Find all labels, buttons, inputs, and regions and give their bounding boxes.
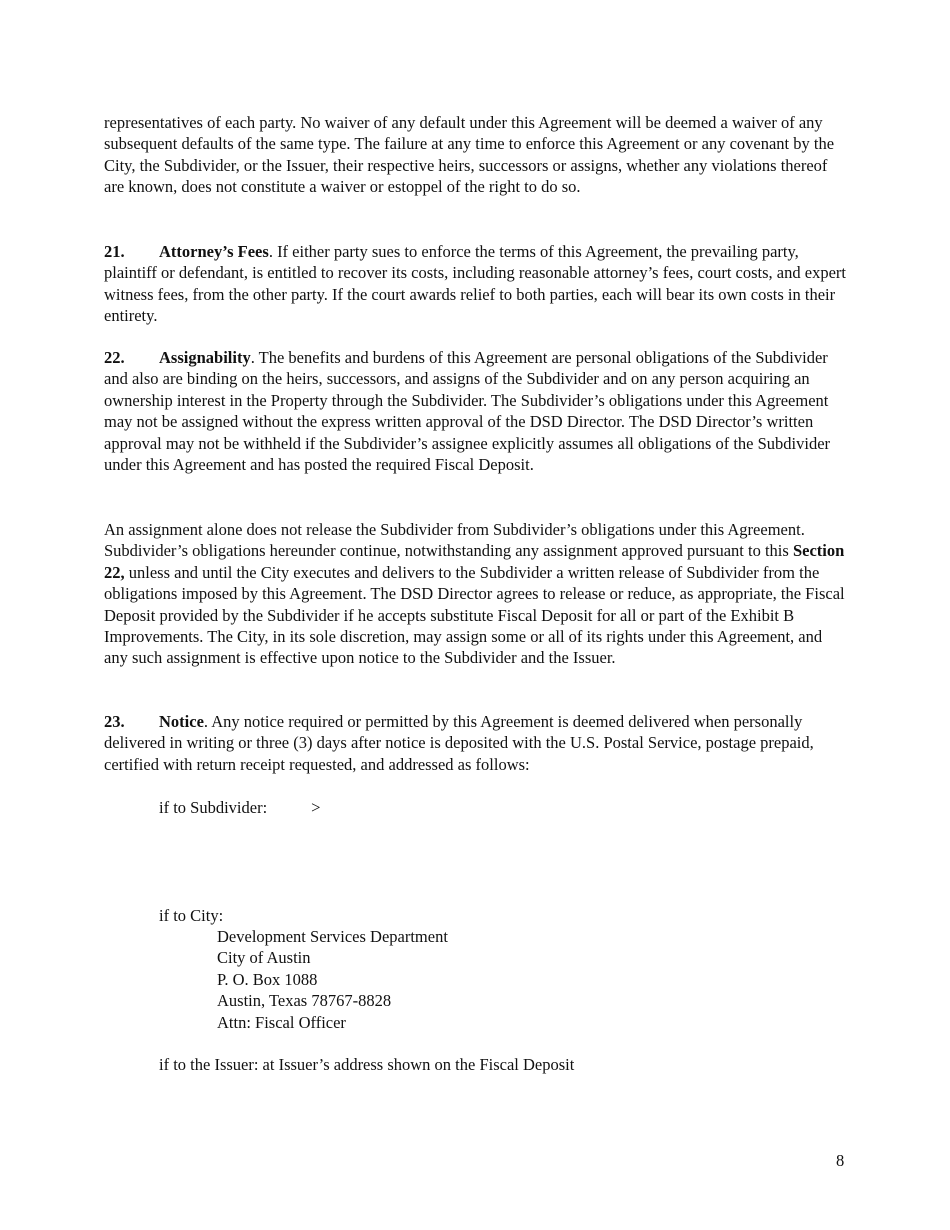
notice-subdivider — [159, 797, 320, 818]
city-address-block — [217, 926, 448, 1033]
section-number: 22. — [104, 348, 125, 367]
address-line: Development Services Department — [217, 927, 448, 946]
notice-issuer: if to the Issuer: at Issuer’s address shown on the Fiscal Deposit — [159, 1055, 575, 1074]
notice-subdivider-label: if to Subdivider: — [159, 798, 268, 817]
section-body: . The benefits and burdens of this Agreement are personal obligations of the Subdivider and also are binding on the heirs, successors, and assigns of the Subdivider and on any person acquiring an ownership interest in the Property through the Subdivider. The Subdivider’s obligations under this Agreement may not be assigned without the express written approval of the DSD Director. The DSD Director’s written approval may not be withheld if the Subdivider’s assignee explicitly assumes all obligations of the Subdivider under this Agreement and has posted the required Fiscal Deposit. — [104, 348, 831, 475]
address-line: P. O. Box 1088 — [217, 969, 318, 989]
section-21-attorneys-fees — [104, 241, 846, 327]
address-line: City of Austin — [217, 948, 311, 968]
notice-subdivider-value: > — [311, 798, 321, 817]
section-number: 21. — [104, 242, 125, 261]
address-line: Austin, Texas 78767-8828 — [217, 991, 392, 1011]
paragraph-continued — [104, 112, 846, 198]
section-body: . Any notice required or permitted by this Agreement is deemed delivered when personally delivered in writing or three (3) days after notice is deposited with the U.S. Postal Service, postage prepaid, certified with return receipt requested, and addressed as follows: — [104, 712, 814, 774]
section-heading: Notice — [159, 712, 204, 731]
assignment-text-after: unless and until the City executes and delivers to the Subdivider a written release of Subdivider from the obligations imposed by this Agreement. The DSD Director agrees to release or reduce, as appropriate, the Fiscal Deposit provided by the Subdivider if he accepts substitute Fiscal Deposit for all or part of the Exhibit B Improvements. The City, in its sole discretion, may assign some or all of its rights under this Agreement, and any such assignment is effective upon notice to the Subdivider and the Issuer. — [104, 562, 845, 668]
paragraph-continued-text: representatives of each party. No waiver of any default under this Agreement will be deemed a waiver of any subsequent defaults of the same type. The failure at any time to enforce this Agreement or any covenant by the City, the Subdivider, or the Issuer, their respective heirs, successors or assigns, whether any violations thereof are known, does not constitute a waiver or estoppel of the right to do so. — [104, 113, 835, 197]
section-22-assignability — [104, 347, 846, 475]
section-reference: Section 22, — [104, 541, 845, 582]
page-number: 8 — [836, 1151, 845, 1170]
notice-city-label: if to City: — [159, 906, 224, 925]
section-23-notice — [104, 711, 846, 775]
section-heading: Assignability — [159, 348, 251, 367]
address-line: Attn: Fiscal Officer — [217, 1012, 346, 1032]
section-heading: Attorney’s Fees — [159, 242, 269, 261]
paragraph-assignment — [104, 519, 846, 669]
assignment-text-before: An assignment alone does not release the Subdivider from Subdivider’s obligations under this Agreement. Subdivider’s obligations hereunder continue, notwithstanding any assignment approved pursuant to this — [104, 520, 805, 561]
section-number: 23. — [104, 712, 125, 731]
section-body: . If either party sues to enforce the terms of this Agreement, the prevailing party, plaintiff or defendant, is entitled to recover its costs, including reasonable attorney’s fees, court costs, and expert witness fees, from the other party. If the court awards relief to both parties, each will bear its own costs in their entirety. — [104, 242, 846, 326]
